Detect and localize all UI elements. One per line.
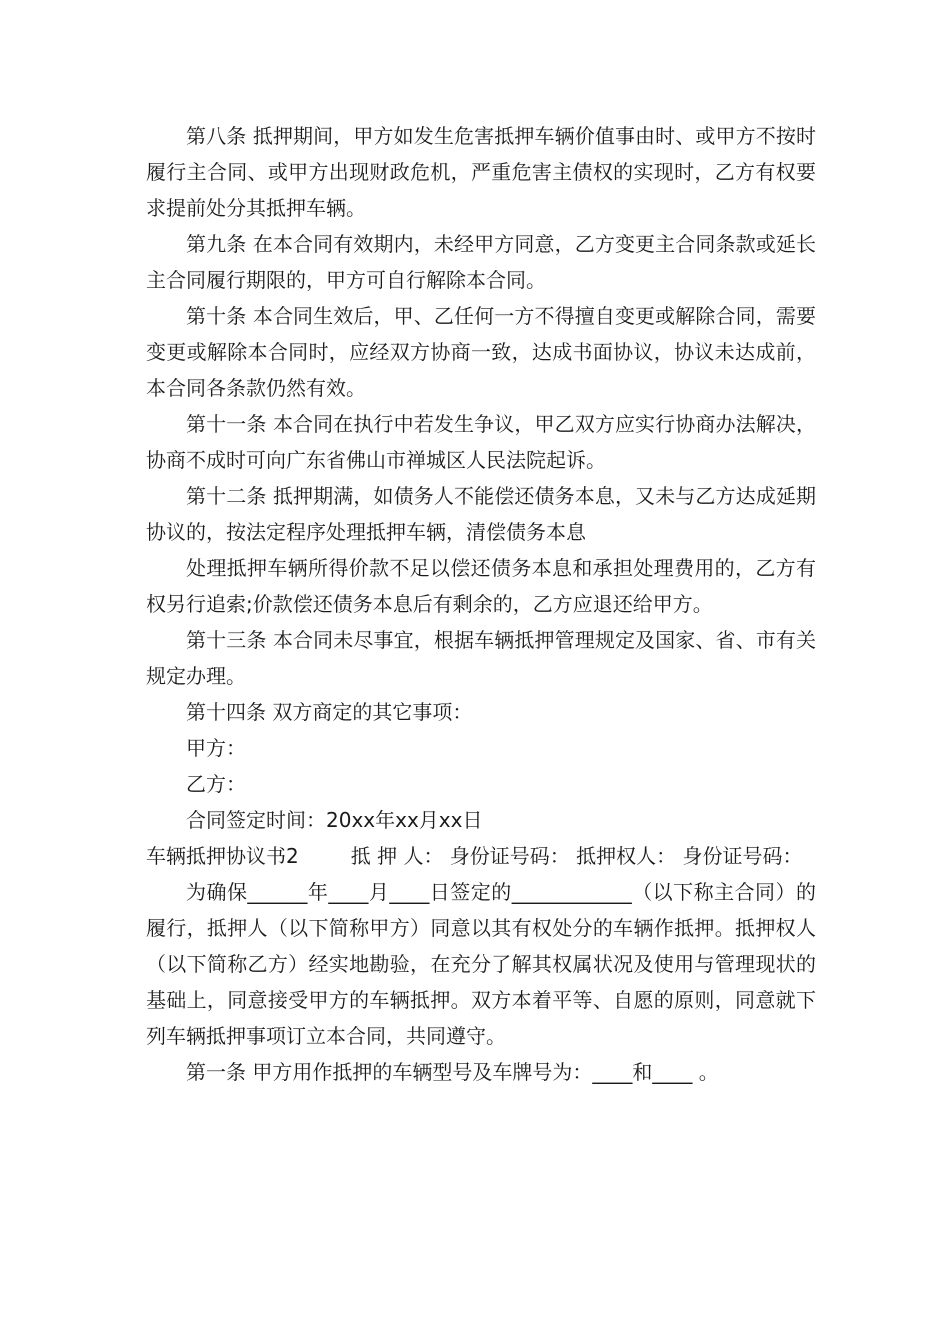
- party-b-signature-line: 乙方：: [186, 772, 246, 796]
- article-12: 第十二条 抵押期满，如债务人不能偿还债务本息，又未与乙方达成延期协议的，按法定程序处理抵押车辆，清偿债务本息: [146, 484, 816, 544]
- second-agreement-article-1: 第一条 甲方用作抵押的车辆型号及车牌号为：____和____ 。: [186, 1060, 719, 1084]
- article-13: 第十三条 本合同未尽事宜，根据车辆抵押管理规定及国家、省、市有关规定办理。: [146, 628, 816, 688]
- article-8: 第八条 抵押期间，甲方如发生危害抵押车辆价值事由时、或甲方不按时履行主合同、或甲方出现财政危机，严重危害主债权的实现时，乙方有权要求提前处分其抵押车辆。: [146, 124, 816, 220]
- article-11: 第十一条 本合同在执行中若发生争议，甲乙双方应实行协商办法解决，协商不成时可向广东省佛山市禅城区人民法院起诉。: [146, 412, 816, 472]
- second-agreement-header-fields: 抵 押 人： 身份证号码： 抵押权人： 身份证号码：: [350, 844, 803, 868]
- article-10: 第十条 本合同生效后，甲、乙任何一方不得擅自变更或解除合同，需要变更或解除本合同时，应经双方协商一致，达成书面协议，协议未达成前，本合同各条款仍然有效。: [146, 304, 816, 400]
- signing-date-line: 合同签定时间：20xx年xx月xx日: [186, 808, 483, 832]
- article-9: 第九条 在本合同有效期内，未经甲方同意，乙方变更主合同条款或延长主合同履行期限的，甲方可自行解除本合同。: [146, 232, 816, 292]
- second-agreement-title: 车辆抵押协议书2: [146, 844, 299, 868]
- second-agreement-intro: 为确保______年____月____日签定的____________（以下称主合同）的履行，抵押人（以下简称甲方）同意以其有权处分的车辆作抵押。抵押权人（以下简称乙方）经实地勘验，在充分了解其权属状况及使用与管理现状的基础上，同意接受甲方的车辆抵押。双方本着平等、自愿的原则，同意就下列车辆抵押事项订立本合同，共同遵守。: [146, 880, 816, 1048]
- document-body: [146, 118, 816, 1090]
- party-a-signature-line: 甲方：: [186, 736, 246, 760]
- article-14: 第十四条 双方商定的其它事项：: [186, 700, 473, 724]
- article-12-continued: 处理抵押车辆所得价款不足以偿还债务本息和承担处理费用的，乙方有权另行追索;价款偿还债务本息后有剩余的，乙方应退还给甲方。: [146, 556, 816, 616]
- second-agreement-header: [146, 838, 816, 874]
